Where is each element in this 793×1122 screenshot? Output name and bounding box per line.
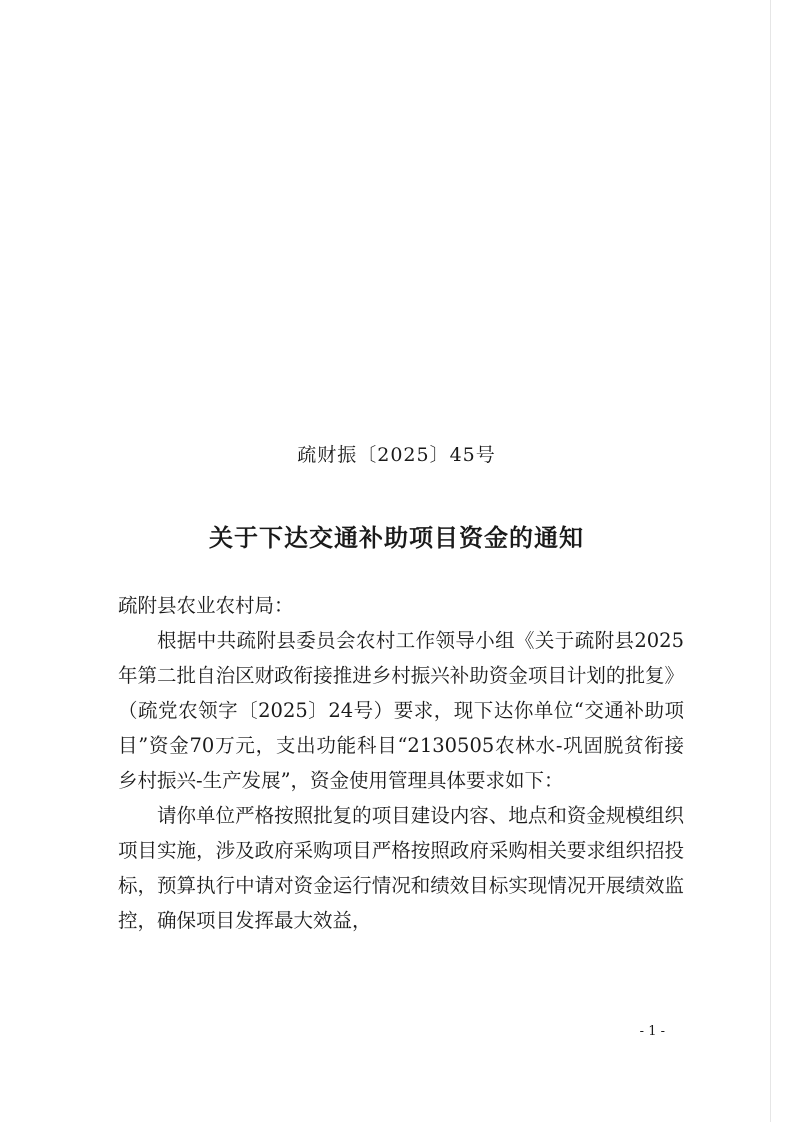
document-body [118,588,684,938]
page-number: - 1 - [639,1024,665,1039]
document-number: 疏财振〔2025〕45号 [297,444,496,466]
scan-edge-line [770,0,771,1122]
document-title: 关于下达交通补助项目资金的通知 [209,524,584,552]
paragraph-1: 根据中共疏附县委员会农村工作领导小组《关于疏附县2025年第二批自治区财政衔接推进乡村振兴补助资金项目计划的批复》（疏党农领字〔2025〕24号）要求，现下达你单位“交通补助项目”资金70万元，支出功能科目“2130505农林水-巩固脱贫衔接乡村振兴-生产发展”，资金使用管理具体要求如下： [118,629,684,792]
salutation: 疏附县农业农村局： [118,594,294,617]
paragraph-2: 请你单位严格按照批复的项目建设内容、地点和资金规模组织项目实施，涉及政府采购项目严格按照政府采购相关要求组织招投标，预算执行中请对资金运行情况和绩效目标实现情况开展绩效监控，确保项目发挥最大效益， [118,804,684,932]
